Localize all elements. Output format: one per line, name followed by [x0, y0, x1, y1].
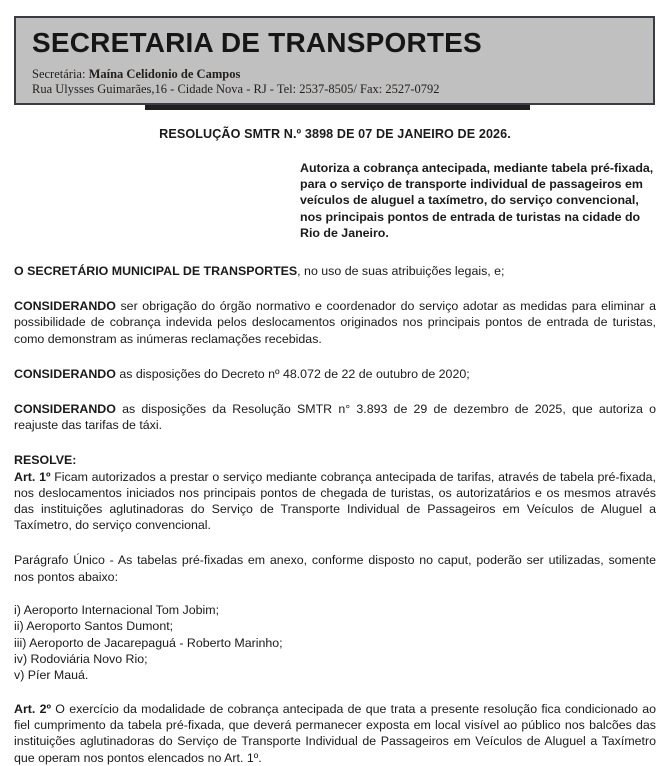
points-list	[14, 602, 656, 684]
article-1-label: Art. 1º	[14, 469, 51, 484]
article-1-text: Ficam autorizados a prestar o serviço mediante cobrança antecipada de tarifas, através de tabela pré-fixada, nos deslocamentos iniciados nos principais pontos de chegada de turistas, os autorizatários e os mesmos através das instituições aglutinadoras do Serviço de Transporte Individual de Passageiros em Veículos de Aluguel a Taxímetro, do serviço convencional.	[14, 469, 656, 533]
letterhead-shadow	[145, 105, 530, 110]
considerando-paragraph-3	[14, 401, 656, 433]
document-body	[14, 118, 656, 766]
considerando-text-3: as disposições da Resolução SMTR n° 3.893 de 29 de dezembro de 2025, que autoriza o reajuste das tarifas de táxi.	[14, 402, 656, 433]
preamble-paragraph	[14, 263, 656, 279]
address-line: Rua Ulysses Guimarães,16 - Cidade Nova - RJ - Tel: 2537-8505/ Fax: 2527-0792	[32, 82, 440, 96]
paragrafo-unico: Parágrafo Único - As tabelas pré-fixadas em anexo, conforme disposto no caput, poderão ser utilizadas, somente nos pontos abaixo:	[14, 553, 656, 584]
considerando-label-2: CONSIDERANDO	[14, 366, 116, 381]
resolve-label: RESOLVE:	[14, 453, 77, 468]
article-1-paragraph	[14, 469, 656, 534]
list-item: i) Aeroporto Internacional Tom Jobim;	[14, 602, 220, 617]
considerando-paragraph-1	[14, 298, 656, 347]
letterhead-box	[14, 16, 655, 105]
secretary-label: Secretária:	[32, 67, 86, 81]
considerando-label-3: CONSIDERANDO	[14, 402, 116, 417]
letterhead	[0, 0, 666, 112]
list-item: iv) Rodoviária Novo Rio;	[14, 652, 148, 667]
secretary-name: Maína Celidonio de Campos	[88, 67, 241, 81]
resolution-title: RESOLUÇÃO SMTR N.º 3898 DE 07 DE JANEIRO DE 2026.	[159, 127, 511, 141]
secretary-line	[32, 67, 653, 82]
article-2-text: O exercício da modalidade de cobrança antecipada de que trata a presente resolução fica condicionado ao fiel cumprimento da tabela pré-fixada, que deverá permanecer exposta em local visível ao público nos balcões das instituições aglutinadoras do Serviço de Transporte Individual de Passageiros em Veículos de Aluguel a Taxímetro que operam nos pontos elencados no Art. 1º.	[14, 701, 656, 765]
article-2-paragraph	[14, 701, 656, 766]
list-item: ii) Aeroporto Santos Dumont;	[14, 619, 174, 634]
considerando-text-2: as disposições do Decreto nº 48.072 de 22 de outubro de 2020;	[115, 366, 470, 381]
considerando-label-1: CONSIDERANDO	[14, 299, 116, 314]
organization-title: SECRETARIA DE TRANSPORTES	[32, 27, 482, 58]
considerando-paragraph-2	[14, 366, 656, 382]
list-item: v) Píer Mauá.	[14, 668, 89, 683]
preamble-bold: O SECRETÁRIO MUNICIPAL DE TRANSPORTES	[14, 264, 298, 279]
list-item: iii) Aeroporto de Jacarepaguá - Roberto Marinho;	[14, 635, 283, 650]
preamble-rest: , no uso de suas atribuições legais, e;	[297, 264, 505, 279]
ementa: Autoriza a cobrança antecipada, mediante tabela pré-fixada, para o serviço de transporte individual de passageiros em veículos de aluguel a taxímetro, do serviço convencional, nos principais pontos de entrada de turistas na cidade do Rio de Janeiro.	[300, 161, 654, 240]
article-2-label: Art. 2º	[14, 701, 52, 716]
considerando-text-1: ser obrigação do órgão normativo e coordenador do serviço adotar as medidas para eliminar a possibilidade de cobrança indevida pelos deslocamentos originados nos principais pontos de entrada de turistas, como demonstram as inúmeras reclamações recebidas.	[14, 299, 656, 346]
